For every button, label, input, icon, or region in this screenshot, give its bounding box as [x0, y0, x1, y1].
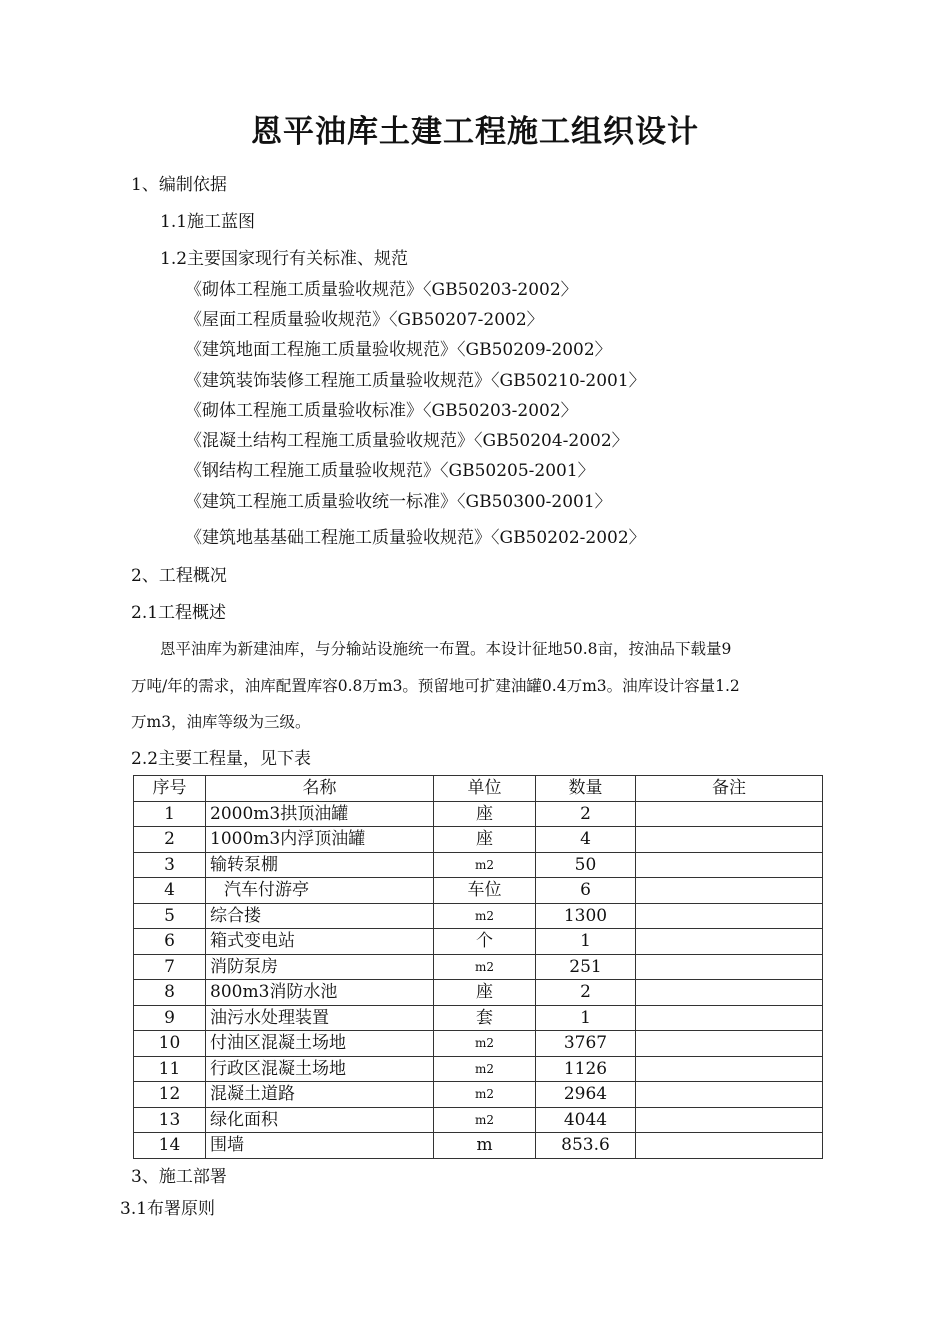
cell-unit: m — [434, 1133, 536, 1159]
table-row — [134, 1056, 823, 1082]
cell-index: 5 — [134, 903, 206, 929]
cell-quantity: 6 — [536, 878, 636, 904]
cell-index: 10 — [134, 1031, 206, 1057]
table-header-row — [134, 776, 823, 802]
cell-quantity: 1300 — [536, 903, 636, 929]
document-title: 恩平油库土建工程施工组织设计 — [251, 114, 699, 150]
table-row — [134, 1107, 823, 1133]
quantity-table — [133, 775, 823, 1159]
cell-quantity: 2964 — [536, 1082, 636, 1108]
table-row — [134, 1133, 823, 1159]
standard-item: 《砌体工程施工质量验收标准》〈GB50203-2002〉 — [185, 401, 578, 421]
cell-remarks — [636, 929, 823, 955]
cell-name: 混凝土道路 — [206, 1082, 434, 1108]
cell-remarks — [636, 852, 823, 878]
cell-remarks — [636, 878, 823, 904]
section-3-heading: 3、施工部署 — [131, 1167, 227, 1187]
table-row — [134, 801, 823, 827]
table-row — [134, 1082, 823, 1108]
overview-paragraph-line: 万m3，油库等级为三级。 — [131, 713, 311, 731]
cell-index: 2 — [134, 827, 206, 853]
cell-quantity: 1126 — [536, 1056, 636, 1082]
cell-name: 箱式变电站 — [206, 929, 434, 955]
standard-item: 《砌体工程施工质量验收规范》〈GB50203-2002〉 — [185, 280, 578, 300]
table-row — [134, 1031, 823, 1057]
cell-name: 综合搂 — [206, 903, 434, 929]
cell-index: 9 — [134, 1005, 206, 1031]
cell-index: 8 — [134, 980, 206, 1006]
cell-unit: m2 — [434, 954, 536, 980]
header-remarks: 备注 — [636, 776, 823, 802]
cell-quantity: 2 — [536, 801, 636, 827]
cell-index: 11 — [134, 1056, 206, 1082]
cell-quantity: 2 — [536, 980, 636, 1006]
cell-unit: 座 — [434, 801, 536, 827]
cell-name: 付油区混凝土场地 — [206, 1031, 434, 1057]
cell-remarks — [636, 980, 823, 1006]
cell-index: 13 — [134, 1107, 206, 1133]
cell-remarks — [636, 801, 823, 827]
cell-index: 14 — [134, 1133, 206, 1159]
cell-unit: 车位 — [434, 878, 536, 904]
standard-item: 《混凝土结构工程施工质量验收规范》〈GB50204-2002〉 — [185, 431, 629, 451]
cell-unit: m2 — [434, 852, 536, 878]
cell-remarks — [636, 1133, 823, 1159]
overview-paragraph-line: 恩平油库为新建油库，与分输站设施统一布置。本设计征地50.8亩，按油品下载量9 — [160, 640, 732, 658]
section-1-2-heading: 1.2主要国家现行有关标准、规范 — [160, 249, 409, 269]
cell-quantity: 251 — [536, 954, 636, 980]
cell-unit: 套 — [434, 1005, 536, 1031]
cell-unit: m2 — [434, 1082, 536, 1108]
table-row — [134, 1005, 823, 1031]
cell-unit: m2 — [434, 1056, 536, 1082]
cell-name: 油污水处理装置 — [206, 1005, 434, 1031]
cell-quantity: 1 — [536, 929, 636, 955]
section-2-1-heading: 2.1工程概述 — [131, 603, 227, 623]
cell-name: 消防泵房 — [206, 954, 434, 980]
cell-unit: m2 — [434, 1031, 536, 1057]
header-index: 序号 — [134, 776, 206, 802]
cell-name: 输转泵棚 — [206, 852, 434, 878]
section-1-1-heading: 1.1施工蓝图 — [160, 212, 256, 232]
cell-index: 6 — [134, 929, 206, 955]
section-2-heading: 2、工程概况 — [131, 566, 227, 586]
table-row — [134, 929, 823, 955]
table-row — [134, 980, 823, 1006]
cell-name: 800m3消防水池 — [206, 980, 434, 1006]
cell-index: 4 — [134, 878, 206, 904]
cell-remarks — [636, 903, 823, 929]
cell-unit: m2 — [434, 903, 536, 929]
cell-remarks — [636, 827, 823, 853]
overview-paragraph-line: 万吨/年的需求，油库配置库容0.8万m3。预留地可扩建油罐0.4万m3。油库设计容量1.2 — [131, 677, 740, 695]
cell-name: 绿化面积 — [206, 1107, 434, 1133]
cell-name: 行政区混凝土场地 — [206, 1056, 434, 1082]
table-row — [134, 954, 823, 980]
table-row — [134, 827, 823, 853]
cell-name: 1000m3内浮顶油罐 — [206, 827, 434, 853]
standard-item: 《钢结构工程施工质量验收规范》〈GB50205-2001〉 — [185, 461, 595, 481]
cell-quantity: 4044 — [536, 1107, 636, 1133]
header-quantity: 数量 — [536, 776, 636, 802]
cell-remarks — [636, 954, 823, 980]
section-2-2-heading: 2.2主要工程量，见下表 — [131, 749, 312, 769]
standard-item: 《建筑装饰装修工程施工质量验收规范》〈GB50210-2001〉 — [185, 371, 646, 391]
standard-item: 《屋面工程质量验收规范》〈GB50207-2002〉 — [185, 310, 544, 330]
cell-name: 2000m3拱顶油罐 — [206, 801, 434, 827]
cell-index: 1 — [134, 801, 206, 827]
cell-index: 12 — [134, 1082, 206, 1108]
header-name: 名称 — [206, 776, 434, 802]
section-1-heading: 1、编制依据 — [131, 175, 227, 195]
table-row — [134, 903, 823, 929]
cell-remarks — [636, 1005, 823, 1031]
cell-quantity: 1 — [536, 1005, 636, 1031]
cell-index: 3 — [134, 852, 206, 878]
cell-name: 围墙 — [206, 1133, 434, 1159]
cell-unit: 个 — [434, 929, 536, 955]
cell-name: 汽车付游亭 — [206, 878, 434, 904]
cell-remarks — [636, 1107, 823, 1133]
cell-unit: m2 — [434, 1107, 536, 1133]
cell-unit: 座 — [434, 827, 536, 853]
section-3-1-heading: 3.1布署原则 — [120, 1199, 216, 1219]
cell-unit: 座 — [434, 980, 536, 1006]
cell-remarks — [636, 1082, 823, 1108]
cell-quantity: 4 — [536, 827, 636, 853]
cell-quantity: 50 — [536, 852, 636, 878]
cell-index: 7 — [134, 954, 206, 980]
cell-quantity: 3767 — [536, 1031, 636, 1057]
table-row — [134, 878, 823, 904]
header-unit: 单位 — [434, 776, 536, 802]
standard-item: 《建筑地面工程施工质量验收规范》〈GB50209-2002〉 — [185, 340, 612, 360]
cell-remarks — [636, 1056, 823, 1082]
cell-remarks — [636, 1031, 823, 1057]
standard-item: 《建筑地基基础工程施工质量验收规范》〈GB50202-2002〉 — [185, 528, 646, 548]
table-row — [134, 852, 823, 878]
cell-quantity: 853.6 — [536, 1133, 636, 1159]
standard-item: 《建筑工程施工质量验收统一标准》〈GB50300-2001〉 — [185, 492, 612, 512]
